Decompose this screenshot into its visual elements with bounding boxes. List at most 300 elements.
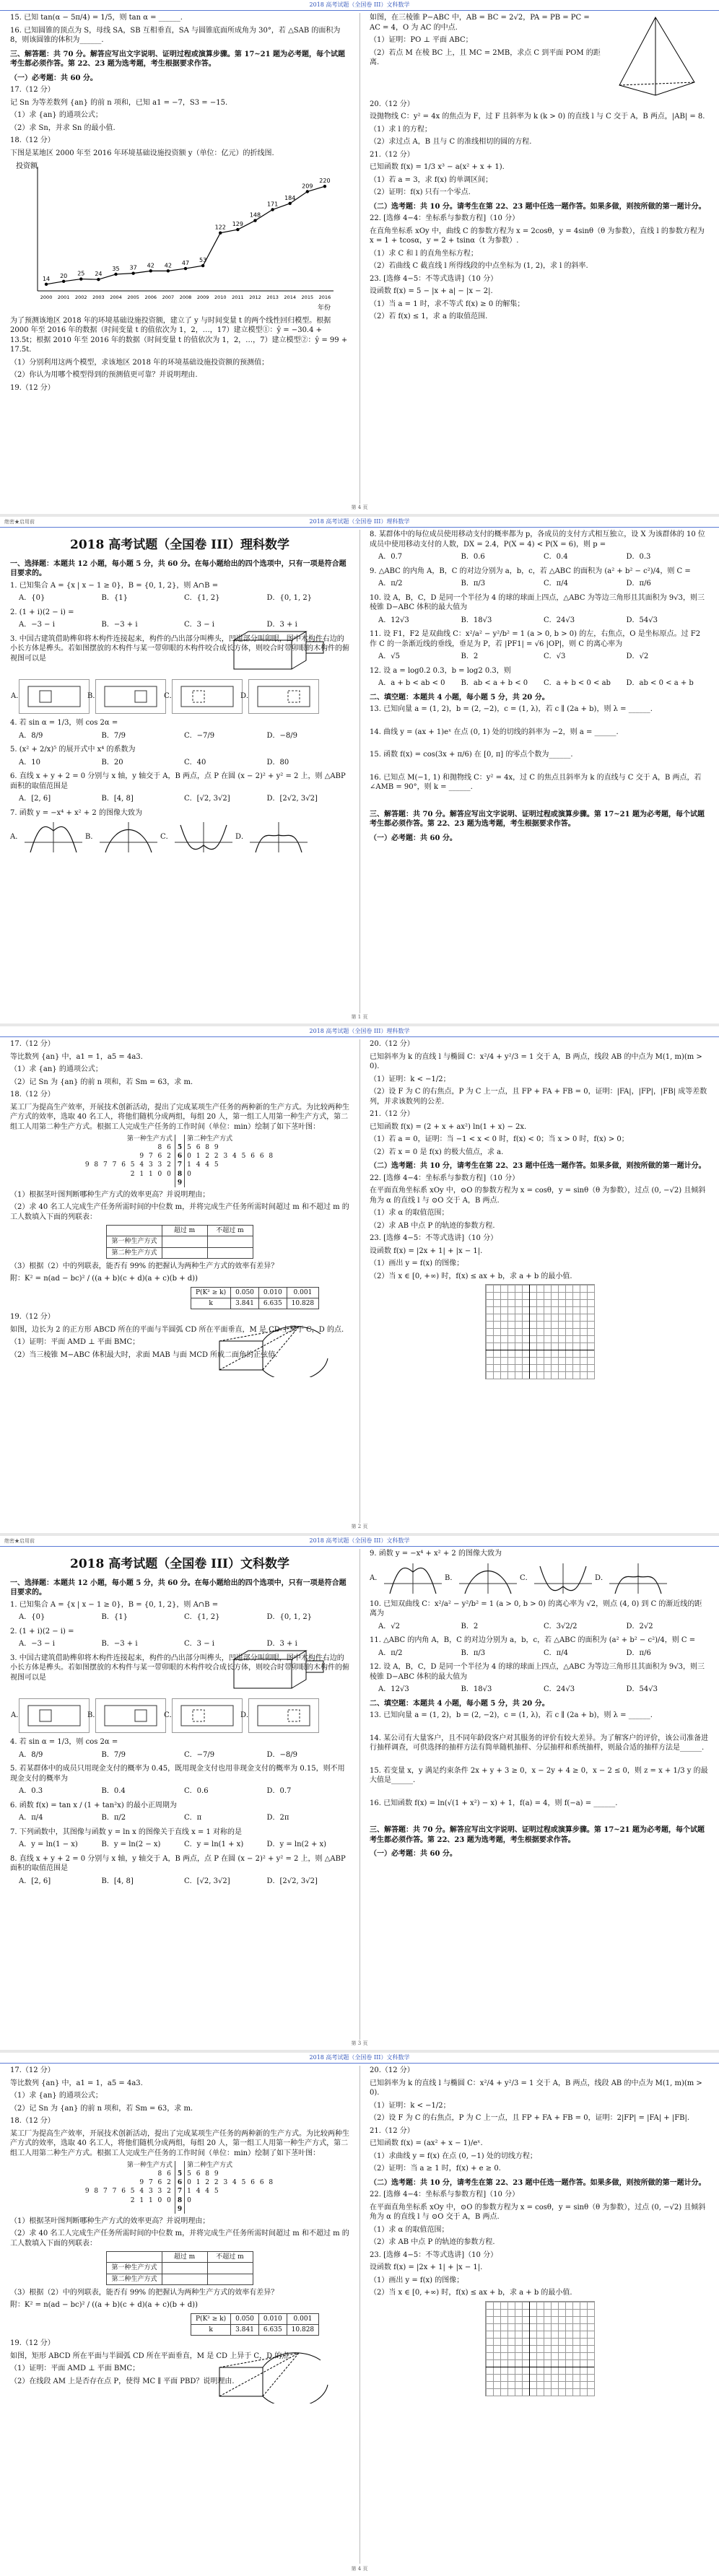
data-point: [289, 202, 292, 205]
text-line: 一、选择题：本题共 12 小题，每小题 5 分，共 60 分。在每小题给出的四个选项中，只有一项是符合题目要求的。: [10, 559, 347, 578]
text-line: 如图，边长为 2 的正方形 ABCD 所在的平面与半圆弧 CD 所在平面垂直，M 是 CD 上异于 C，D 的点.: [10, 1325, 344, 1334]
page-header: [0, 1026, 719, 1037]
data-point: [219, 231, 222, 234]
option: C．0.4: [544, 553, 568, 561]
text-line: （1）证明：PO ⊥ 平面 ABC；: [370, 36, 473, 44]
option: C．[√2, 3√2]: [184, 795, 230, 803]
text-line: 12. 设 a = log0.2 0.3，b = log2 0.3，则: [370, 666, 511, 675]
option: D．−8/9: [266, 1750, 297, 1759]
question: [10, 581, 349, 603]
stem-row: [83, 2196, 276, 2205]
option: A．a + b < ab < 0: [378, 679, 445, 687]
option: B．y = ln(2 − x): [101, 1841, 161, 1849]
row-label: 第二种生产方式: [107, 1247, 162, 1258]
option: B．2: [461, 1622, 479, 1630]
leaves-right: 0 1 2 2 3 4 5 6 6 8: [187, 1153, 275, 1161]
option: D．3 + i: [266, 1640, 297, 1649]
question: [10, 772, 349, 804]
table-row: [191, 2313, 319, 2324]
text-line: 12. 设 A，B，C，D 是同一个半径为 4 的球的球面上四点，△ABC 为等边三角形且其面积为 9√3，则三棱锥 D−ABC 体积的最大值为: [370, 1663, 705, 1681]
text-line: （2）求 AB 中点 P 的轨迹的参数方程.: [370, 1221, 495, 1230]
option: B．7/9: [101, 731, 126, 740]
text-line: （2）当 x ∈ [0, +∞) 时，f(x) ≤ ax + b，求 a + b 的最小值.: [370, 2289, 572, 2297]
option-figure: [87, 1698, 166, 1733]
text-line: 20.（12 分）: [370, 100, 414, 108]
top-view-icon: [102, 684, 160, 710]
right-column: [370, 1549, 709, 1861]
investment-line-chart: [10, 161, 342, 313]
table-cell: P(K² ≥ k): [191, 2313, 231, 2324]
stem: 7: [175, 1161, 184, 1169]
option: D．{0, 1, 2}: [266, 594, 313, 603]
text-line: （2）设 F 为 C 的右焦点，P 为 C 上一点，且 FP + FA + FB = 0，证明：2|FP| = |FA| + |FB|.: [370, 2114, 690, 2122]
data-point: [201, 264, 204, 267]
text-line: （1）当 a = 1 时，求不等式 f(x) ≥ 0 的解集；: [370, 300, 525, 308]
text-line: （2）求 AB 中点 P 的轨迹的参数方程.: [370, 2238, 495, 2246]
top-view-icon: [178, 1703, 236, 1729]
data-label: 25: [77, 270, 85, 277]
data-label: 53: [199, 257, 207, 264]
option: C．0.6: [184, 1787, 209, 1796]
text-line: 在平面直角坐标系 xOy 中，⊙O 的参数方程为 x = cosθ，y = sinθ（θ 为参数），过点 (0, −√2) 且倾斜角为 α 的直线 l 与 ⊙O 交于 A，B 两点.: [370, 1187, 706, 1205]
text-line: （2）证明：当 a ≥ 1 时，f(x) + e ≥ 0.: [370, 2165, 501, 2173]
text-line: （1）求 C 和 l 的直角坐标方程；: [370, 249, 478, 258]
option: D．0.3: [626, 553, 651, 561]
option-figure: [87, 679, 166, 714]
option-figure: [85, 821, 163, 854]
stem-row: [83, 1161, 276, 1169]
leaves-right: 1 4 4 5: [187, 2188, 220, 2196]
options-row: [10, 620, 349, 630]
text-line: 某工厂为提高生产效率，开展技术创新活动，提出了完成某项生产任务的两种新的生产方式。为比较两种生产方式的效率，选取 40 名工人，将他们随机分成两组，每组 20 人，第一组工人用第一种生产方式，第二组工人用第二种生产方式。根据工人完成生产任务的工作时间（单位：min）绘制了如下茎叶图：: [10, 2129, 349, 2157]
text-line: 17.（12 分）: [10, 86, 55, 94]
options-row: [10, 1639, 349, 1649]
table-header: 超过 m: [162, 2252, 207, 2263]
text-line: （1）求 {an} 的通项公式；: [10, 2092, 103, 2100]
option: B．18√3: [461, 1685, 492, 1693]
options-row: [10, 1786, 349, 1796]
text-line: 10. 已知双曲线 C：x²/a² − y²/b² = 1 (a > 0, b > 0) 的离心率为 √2，则点 (4, 0) 到 C 的渐近线的距离为: [370, 1599, 702, 1617]
text-line: （2）求 40 名工人完成生产任务所需时间的中位数 m，并将完成生产任务所需时间超过 m 和不超过 m 的工人数填入下面的列联表：: [10, 2230, 349, 2248]
question: [10, 1627, 349, 1649]
option-label: B．: [85, 833, 98, 842]
text-line: 15. 已知 tan(α − 5π/4) = 1/5，则 tan α = ______.: [10, 14, 183, 22]
option-figure: [164, 679, 243, 714]
leaves-right: [185, 2205, 277, 2214]
text-line: 10. 设 A，B，C，D 是同一个半径为 4 的球的球面上四点，△ABC 为等边三角形且其面积为 9√3，则三棱锥 D−ABC 体积的最大值为: [370, 593, 705, 611]
text-line: 记 Sn 为等差数列 {an} 的前 n 项和，已知 a1 = −7，S3 = −15.: [10, 98, 228, 107]
option: A．[2, 6]: [19, 795, 51, 803]
text-line: 11. 设 F1，F2 是双曲线 C：x²/a² − y²/b² = 1 (a > 0, b > 0) 的左，右焦点，O 是坐标原点。过 F2 作 C 的一条渐近线的垂线，垂足为 P，若 |PF1| = √6 |OP|，则 C 的离心率为: [370, 630, 701, 648]
option: A．π/2: [378, 580, 403, 588]
data-label: 122: [214, 224, 226, 231]
option: D．2π: [266, 1814, 289, 1822]
option: B．−3 + i: [101, 1640, 138, 1649]
options-row: [10, 1877, 349, 1887]
x-tick-label: 2008: [179, 294, 192, 300]
text-line: 21.（12 分）: [370, 150, 414, 159]
stem-row: [83, 2178, 276, 2187]
text-line: 16. 已知函数 f(x) = ln(√(1 + x²) − x) + 1，f(a) = 4，则 f(−a) = ______.: [370, 1799, 618, 1807]
leaves-left: 8 6: [157, 1144, 173, 1152]
option: A．12√3: [378, 616, 409, 624]
option-label: A．: [11, 1711, 24, 1720]
option: C．a + b < 0 < ab: [544, 679, 611, 687]
option-figure: [595, 1562, 673, 1595]
question: [370, 567, 709, 589]
leaves-right: 0 1 2 2 3 4 5 6 6 8: [187, 2179, 275, 2187]
text-line: 4. 若 sin α = 1/3，则 cos 2α =: [10, 719, 118, 728]
text-line: 下图是某地区 2000 年至 2016 年环境基础设施投资额 y（单位：亿元）的折线图.: [10, 149, 274, 157]
table-row: [191, 1287, 319, 1298]
right-column: [370, 2066, 709, 2396]
stem-row: [83, 2205, 276, 2214]
table-cell: k: [191, 2324, 231, 2335]
left-column: [10, 530, 349, 858]
data-label: 35: [112, 265, 120, 272]
option-label: B．: [445, 1573, 458, 1582]
text-line: 已知斜率为 k 的直线 l 与椭圆 C：x²/4 + y²/3 = 1 交于 A，B 两点，线段 AB 的中点为 M(1, m)(m > 0).: [370, 1052, 702, 1070]
option: C．40: [184, 758, 206, 767]
data-point: [114, 273, 117, 276]
text-line: （二）选考题：共 10 分，请考生在第 22、23 题中任选一题作答。如果多做，则按所做的第一题计分。: [370, 2178, 706, 2187]
x-tick-label: 2015: [301, 294, 314, 300]
option: A．8/9: [19, 1750, 43, 1759]
data-label: 20: [60, 272, 68, 279]
top-view-icon: [102, 1703, 160, 1729]
text-line: 5. (x² + 2/x)⁵ 的展开式中 x⁴ 的系数为: [10, 746, 136, 754]
options-row: [370, 652, 709, 662]
text-line: （2）记 Sn 为 {an} 的前 n 项和，若 Sm = 63，求 m.: [10, 2104, 193, 2113]
text-line: （2）在线段 AM 上是否存在点 P，使得 MC ∥ 平面 PBD？说明理由.: [10, 2377, 235, 2385]
semicircle-prism-figure: [212, 2339, 335, 2403]
option-figure: [11, 1698, 90, 1733]
top-view-icon: [255, 1703, 313, 1729]
x-tick-label: 2014: [284, 294, 296, 300]
option: C．24√3: [544, 616, 575, 624]
table-header: 超过 m: [162, 1226, 207, 1236]
page-5: [0, 2053, 719, 2576]
table-cell: 6.635: [258, 2324, 287, 2335]
option: B．{1}: [101, 594, 128, 603]
option: A．8/9: [19, 731, 43, 740]
data-point: [79, 277, 82, 280]
right-column: [370, 13, 709, 325]
options-row: [370, 1685, 709, 1695]
page-footer: 第 2 页: [351, 1524, 368, 1529]
option: D．{0, 1, 2}: [266, 1613, 313, 1622]
text-line: 等比数列 {an} 中，a1 = 1，a5 = 4a3.: [10, 2079, 143, 2087]
stem-row: [83, 1152, 276, 1161]
option: D．√2: [626, 652, 649, 660]
option-label: B．: [87, 1711, 100, 1720]
text-line: （2）求 Sn，并求 Sn 的最小值.: [10, 123, 116, 132]
text-line: 3. 中国古建筑借助榫卯将木构件连接起来，构件的凸出部分叫榫头，凹进部分叫卯眼，图中木构件右边的小长方体是榫头。若如图摆放的木构件与某一带卯眼的木构件咬合成长方体，则咬合时带卯眼的木构件的俯视图可以是: [10, 634, 349, 663]
text-line: 已知函数 f(x) = 1/3 x³ − a(x² + x + 1).: [370, 163, 505, 171]
leaves-right: 5 6 8 9: [187, 2170, 220, 2178]
table-row: [191, 1298, 319, 1309]
table-cell: 10.828: [287, 1298, 319, 1309]
text-line: （1）证明：k < −1/2；: [370, 1075, 450, 1083]
option: C．3√2/2: [544, 1622, 578, 1630]
text-line: （二）选考题：共 10 分。请考生在第 22、23 题中任选一题作答。如果多做，则按所做的第一题计分。: [370, 202, 706, 211]
text-line: 23. [选修 4−5：不等式选讲]（10 分）: [370, 274, 498, 283]
text-line: 19.（12 分）: [10, 1313, 55, 1322]
option: B．ab < a + b < 0: [461, 679, 528, 687]
option: B．2: [461, 652, 479, 660]
text-line: 已知函数 f(x) = (2 + x + ax²) ln(1 + x) − 2x.: [370, 1122, 527, 1131]
text-line: （1）画出 y = f(x) 的图像；: [370, 2276, 464, 2284]
text-line: 3. 中国古建筑借助榫卯将木构件连接起来，构件的凸出部分叫榫头，凹进部分叫卯眼，图中木构件右边的小长方体是榫头。若如图摆放的木构件与某一带卯眼的木构件咬合成长方体，则咬合时带卯眼的木构件的俯视图可以是: [10, 1654, 349, 1682]
text-line: （1）证明：平面 AMD ⊥ 平面 BMC；: [10, 2365, 140, 2373]
text-line: （2）求过点 A，B 且与 C 的准线相切的圆的方程.: [370, 138, 532, 146]
left-column: [10, 1039, 349, 1377]
header-meta: 绝密★启用前: [4, 1538, 35, 1544]
text-line: 二、填空题：本题共 4 小题，每小题 5 分，共 20 分。: [370, 693, 549, 702]
leaves-left: 9 8 7 7 6 5 4 3 3 2: [84, 2188, 173, 2196]
x-tick-label: 2007: [162, 294, 175, 300]
data-point: [97, 278, 100, 281]
option: A．π/2: [378, 1649, 403, 1657]
question: [370, 1662, 709, 1695]
options-row: [370, 1622, 709, 1632]
option: C．π/4: [544, 580, 568, 588]
stem-leaf-plot: [83, 2161, 276, 2214]
text-line: 9. △ABC 的内角 A，B，C 的对边分别为 a，b，c，若 △ABC 的面积为 (a² + b² − c²)/4，则 C =: [370, 567, 691, 575]
option-label: D．: [595, 1573, 609, 1582]
x-tick-label: 2012: [249, 294, 261, 300]
text-line: （1）求 l 的方程；: [370, 125, 432, 134]
table-row: [107, 1247, 253, 1258]
option-label: D．: [240, 692, 254, 701]
option: C．3 − i: [184, 621, 214, 629]
text-line: 4. 若 sin α = 1/3，则 cos 2α =: [10, 1738, 118, 1747]
options-row: [10, 731, 349, 741]
option: C．3 − i: [184, 1640, 214, 1649]
text-line: 19.（12 分）: [10, 2339, 55, 2348]
text-line: （1）根据茎叶图判断哪种生产方式的效率更高？并说明理由；: [10, 1190, 210, 1199]
table-header: 不超过 m: [207, 1226, 253, 1236]
text-line: 一、选择题：本题共 12 小题，每小题 5 分，共 60 分。在每小题给出的四个选项中，只有一项是符合题目要求的。: [10, 1579, 347, 1597]
text-line: 18.（12 分）: [10, 2117, 55, 2125]
data-label: 220: [319, 178, 331, 185]
question: [10, 718, 349, 741]
option: D．54√3: [626, 1685, 658, 1693]
text-line: （2）若 x = 0 是 f(x) 的极大值点，求 a.: [370, 1148, 504, 1156]
option: C．24√3: [544, 1685, 575, 1693]
option: D．80: [266, 758, 289, 767]
question: [370, 530, 709, 562]
option: C．π/4: [544, 1649, 568, 1657]
header-title: 2018 高考试题（全国卷 III）理科数学: [309, 518, 410, 525]
page-footer: 第 1 页: [351, 1014, 368, 1020]
stem: 9: [175, 2205, 184, 2214]
text-line: 设函数 f(x) = |2x + 1| + |x − 1|.: [370, 2263, 483, 2271]
left-column: [10, 2066, 349, 2403]
text-line: 三、解答题：共 70 分。解答应写出文字说明、证明过程或演算步骤。第 17~21 题为必考题，每个试题考生都必须作答。第 22、23 题为选考题，考生根据要求作答。: [10, 50, 346, 68]
text-line: （2）证明：f(x) 只有一个零点.: [370, 188, 471, 196]
text-line: 5. 若某群体中的成员只用现金支付的概率为 0.45，既用现金支付也用非现金支付的概率为 0.15，则不用现金支付的概率为: [10, 1765, 345, 1783]
text-line: （2）设 F 为 C 的右焦点，P 为 C 上一点，且 FP + FA + FB = 0，证明：|FA|，|FP|，|FB| 成等差数列，并求该数列的公差.: [370, 1088, 707, 1106]
option-figure: [160, 821, 238, 854]
data-label: 37: [129, 264, 137, 271]
option: D．−8/9: [266, 731, 297, 740]
question: [370, 629, 709, 662]
option: A．12√3: [378, 1685, 409, 1693]
text-line: 7. 下列函数中，其图像与函数 y = ln x 的图像关于直线 x = 1 对称的是: [10, 1828, 243, 1836]
text-line: 2. (1 + i)(2 − i) =: [10, 1627, 74, 1636]
text-line: （2）当三棱锥 M−ABC 体积最大时，求面 MAB 与面 MCD 所成二面角的正弦值.: [10, 1350, 278, 1359]
page-footer: 第 4 页: [351, 2566, 368, 2572]
stem: 6: [175, 1152, 184, 1161]
page-1: [0, 0, 719, 514]
x-tick-label: 2009: [196, 294, 209, 300]
left-column: [10, 1549, 349, 1890]
option-label: A．: [370, 1573, 383, 1582]
x-axis-label: 年份: [318, 305, 331, 312]
data-point: [271, 208, 274, 211]
options-row: [10, 1612, 349, 1623]
text-line: 6. 函数 f(x) = tan x / (1 + tan²x) 的最小正周期为: [10, 1801, 177, 1809]
leaves-left: [83, 2205, 175, 2214]
option-figure: [11, 679, 90, 714]
question: [370, 1599, 709, 1632]
data-point: [131, 271, 134, 274]
text-line: （2）求 40 名工人完成生产任务所需时间的中位数 m，并将完成生产任务所需时间超过 m 和不超过 m 的工人数填入下面的列联表：: [10, 1203, 349, 1221]
stem-row: [83, 1170, 276, 1179]
graph-icon: [248, 821, 309, 854]
contingency-table: [106, 2251, 253, 2284]
option: C．{1, 2}: [184, 1613, 220, 1622]
right-column: [370, 530, 709, 845]
x-tick-label: 2003: [92, 294, 105, 300]
text-line: （3）根据（2）中的列联表，能否有 99% 的把握认为两种生产方式的效率有差异？: [10, 2288, 279, 2297]
text-line: （一）必考题：共 60 分。: [10, 74, 97, 82]
text-line: （一）必考题：共 60 分。: [370, 834, 457, 842]
header-title: 2018 高考试题（全国卷 III）文科数学: [309, 2054, 410, 2061]
text-line: （1）画出 y = f(x) 的图像；: [370, 1259, 464, 1267]
option: B．{1}: [101, 1613, 128, 1622]
option: D．ab < 0 < a + b: [626, 679, 694, 687]
options-row: [370, 616, 709, 626]
table-cell: 0.010: [258, 1287, 287, 1298]
stem: 8: [175, 1170, 184, 1179]
stem: 5: [175, 1143, 184, 1152]
option-label: C．: [164, 1711, 177, 1720]
text-line: （3）根据（2）中的列联表，能否有 99% 的把握认为两种生产方式的效率有差异？: [10, 1262, 279, 1270]
stem-row: [83, 1143, 276, 1152]
option: B．[4, 8]: [101, 1877, 134, 1885]
data-label: 47: [181, 260, 190, 267]
text-line: （1）若 a = 0，证明：当 −1 < x < 0 时，f(x) < 0；当 x > 0 时，f(x) > 0；: [370, 1135, 629, 1143]
text-line: 15. 函数 f(x) = cos(3x + π/6) 在 [0, π] 的零点个数为______.: [370, 751, 573, 759]
option: A．0.3: [19, 1787, 43, 1796]
leaves-left: 2 1 1 0 0: [130, 1170, 173, 1178]
text-line: （2）若曲线 C 截直线 l 所得线段的中点坐标为 (1, 2)，求 l 的斜率.: [370, 262, 588, 270]
row-label: 第二种生产方式: [107, 2274, 162, 2284]
question: [370, 593, 709, 626]
text-line: 8. 直线 x + y + 2 = 0 分别与 x 轴，y 轴交于 A，B 两点，点 P 在圆 (x − 2)² + y² = 2 上，则 △ABP 面积的取值范围是: [10, 1854, 346, 1873]
top-view-icon: [255, 684, 313, 710]
x-tick-label: 2005: [127, 294, 139, 300]
question: [10, 745, 349, 767]
x-tick-label: 2016: [318, 294, 331, 300]
text-line: （2）若点 M 在棱 BC 上，且 MC = 2MB，求点 C 到平面 POM 的距离.: [370, 48, 601, 66]
page-header: [0, 2053, 719, 2064]
option: A．{0}: [19, 594, 45, 603]
option-label: D．: [235, 833, 249, 842]
table-cell: 3.841: [231, 1298, 259, 1309]
option: A．y = ln(1 − x): [19, 1841, 78, 1849]
option: D．[2√2, 3√2]: [266, 1877, 318, 1885]
x-tick-label: 2006: [144, 294, 157, 300]
text-line: 14. 曲线 y = (ax + 1)eˣ 在点 (0, 1) 处的切线的斜率为 −2，则 a = ______.: [370, 728, 619, 736]
text-line: 16. 已知圆锥的顶点为 S，母线 SA，SB 互相垂直，SA 与圆锥底面所成角为 30°，若 △SAB 的面积为 8，则该圆锥的体积为______.: [10, 26, 341, 44]
critical-value-table: [191, 2313, 319, 2336]
data-label: 42: [147, 262, 154, 269]
data-label: 184: [284, 194, 296, 201]
coordinate-grid: [485, 1284, 595, 1379]
critical-value-table: [191, 1287, 319, 1309]
text-line: 22. [选修 4−4：坐标系与参数方程]（10 分）: [370, 2191, 520, 2199]
option: B．0.4: [101, 1787, 126, 1796]
page-footer: 第 4 页: [351, 505, 368, 510]
exam-title: 2018 高考试题（全国卷 III）理科数学: [69, 538, 289, 552]
text-line: 17.（12 分）: [10, 1040, 55, 1048]
option-label: D．: [240, 1711, 254, 1720]
text-line: 附：K² = n(ad − bc)² / ((a + b)(c + d)(a + c)(b + d)): [10, 2301, 198, 2310]
option: C．π: [184, 1814, 202, 1822]
data-label: 171: [266, 201, 279, 208]
text-line: 设函数 f(x) = |2x + 1| + |x − 1|.: [370, 1246, 483, 1255]
question: [10, 808, 349, 855]
x-tick-label: 2011: [232, 294, 244, 300]
text-line: 20.（12 分）: [370, 2066, 414, 2074]
option: A．−3 − i: [19, 621, 55, 629]
table-header: [107, 1226, 162, 1236]
option: C．[√2, 3√2]: [184, 1877, 230, 1885]
options-row: [10, 1840, 349, 1850]
table-row: [107, 2274, 253, 2284]
text-line: 20.（12 分）: [370, 1040, 414, 1048]
semicircle-prism-figure: [212, 1312, 335, 1377]
text-line: （2）你认为用哪个模型得到的预测值更可靠？并说明理由.: [10, 371, 198, 379]
leaves-left: 9 7 6 2: [139, 1153, 173, 1161]
question: [370, 1636, 709, 1658]
text-line: 23. [选修 4−5：不等式选讲]（10 分）: [370, 2250, 498, 2259]
options-figures: [10, 679, 349, 714]
question: [10, 1801, 349, 1823]
option: C．−7/9: [184, 731, 215, 740]
contingency-table: [106, 1225, 253, 1258]
stem-head-left: 第一种生产方式: [126, 1135, 173, 1143]
text-line: 如图，矩形 ABCD 所在平面与半圆弧 CD 所在平面垂直，M 是 CD 上异于 C，D 的点.: [10, 2352, 292, 2360]
right-column: [370, 1039, 709, 1379]
row-label: 第一种生产方式: [107, 2263, 162, 2274]
table-cell: 3.841: [231, 2324, 259, 2335]
text-line: 1. 已知集合 A = {x | x − 1 ≥ 0}，B = {0, 1, 2}，则 A∩B =: [10, 1600, 219, 1609]
table-cell: P(K² ≥ k): [191, 1287, 231, 1298]
text-line: （2）若 f(x) ≤ 1，求 a 的取值范围.: [370, 313, 488, 320]
question: [10, 1764, 349, 1796]
text-line: （1）求 {an} 的通项公式；: [10, 111, 103, 119]
text-line: 16. 已知点 M(−1, 1) 和抛物线 C：y² = 4x，过 C 的焦点且斜率为 k 的直线与 C 交于 A，B 两点，若 ∠AMB = 90°，则 k = ______.: [370, 773, 702, 791]
data-label: 129: [232, 221, 243, 228]
data-point: [62, 280, 65, 283]
text-line: 18.（12 分）: [10, 136, 55, 144]
text-line: 7. 函数 y = −x⁴ + x² + 2 的图像大致为: [10, 808, 142, 817]
x-tick-label: 2004: [110, 294, 122, 300]
